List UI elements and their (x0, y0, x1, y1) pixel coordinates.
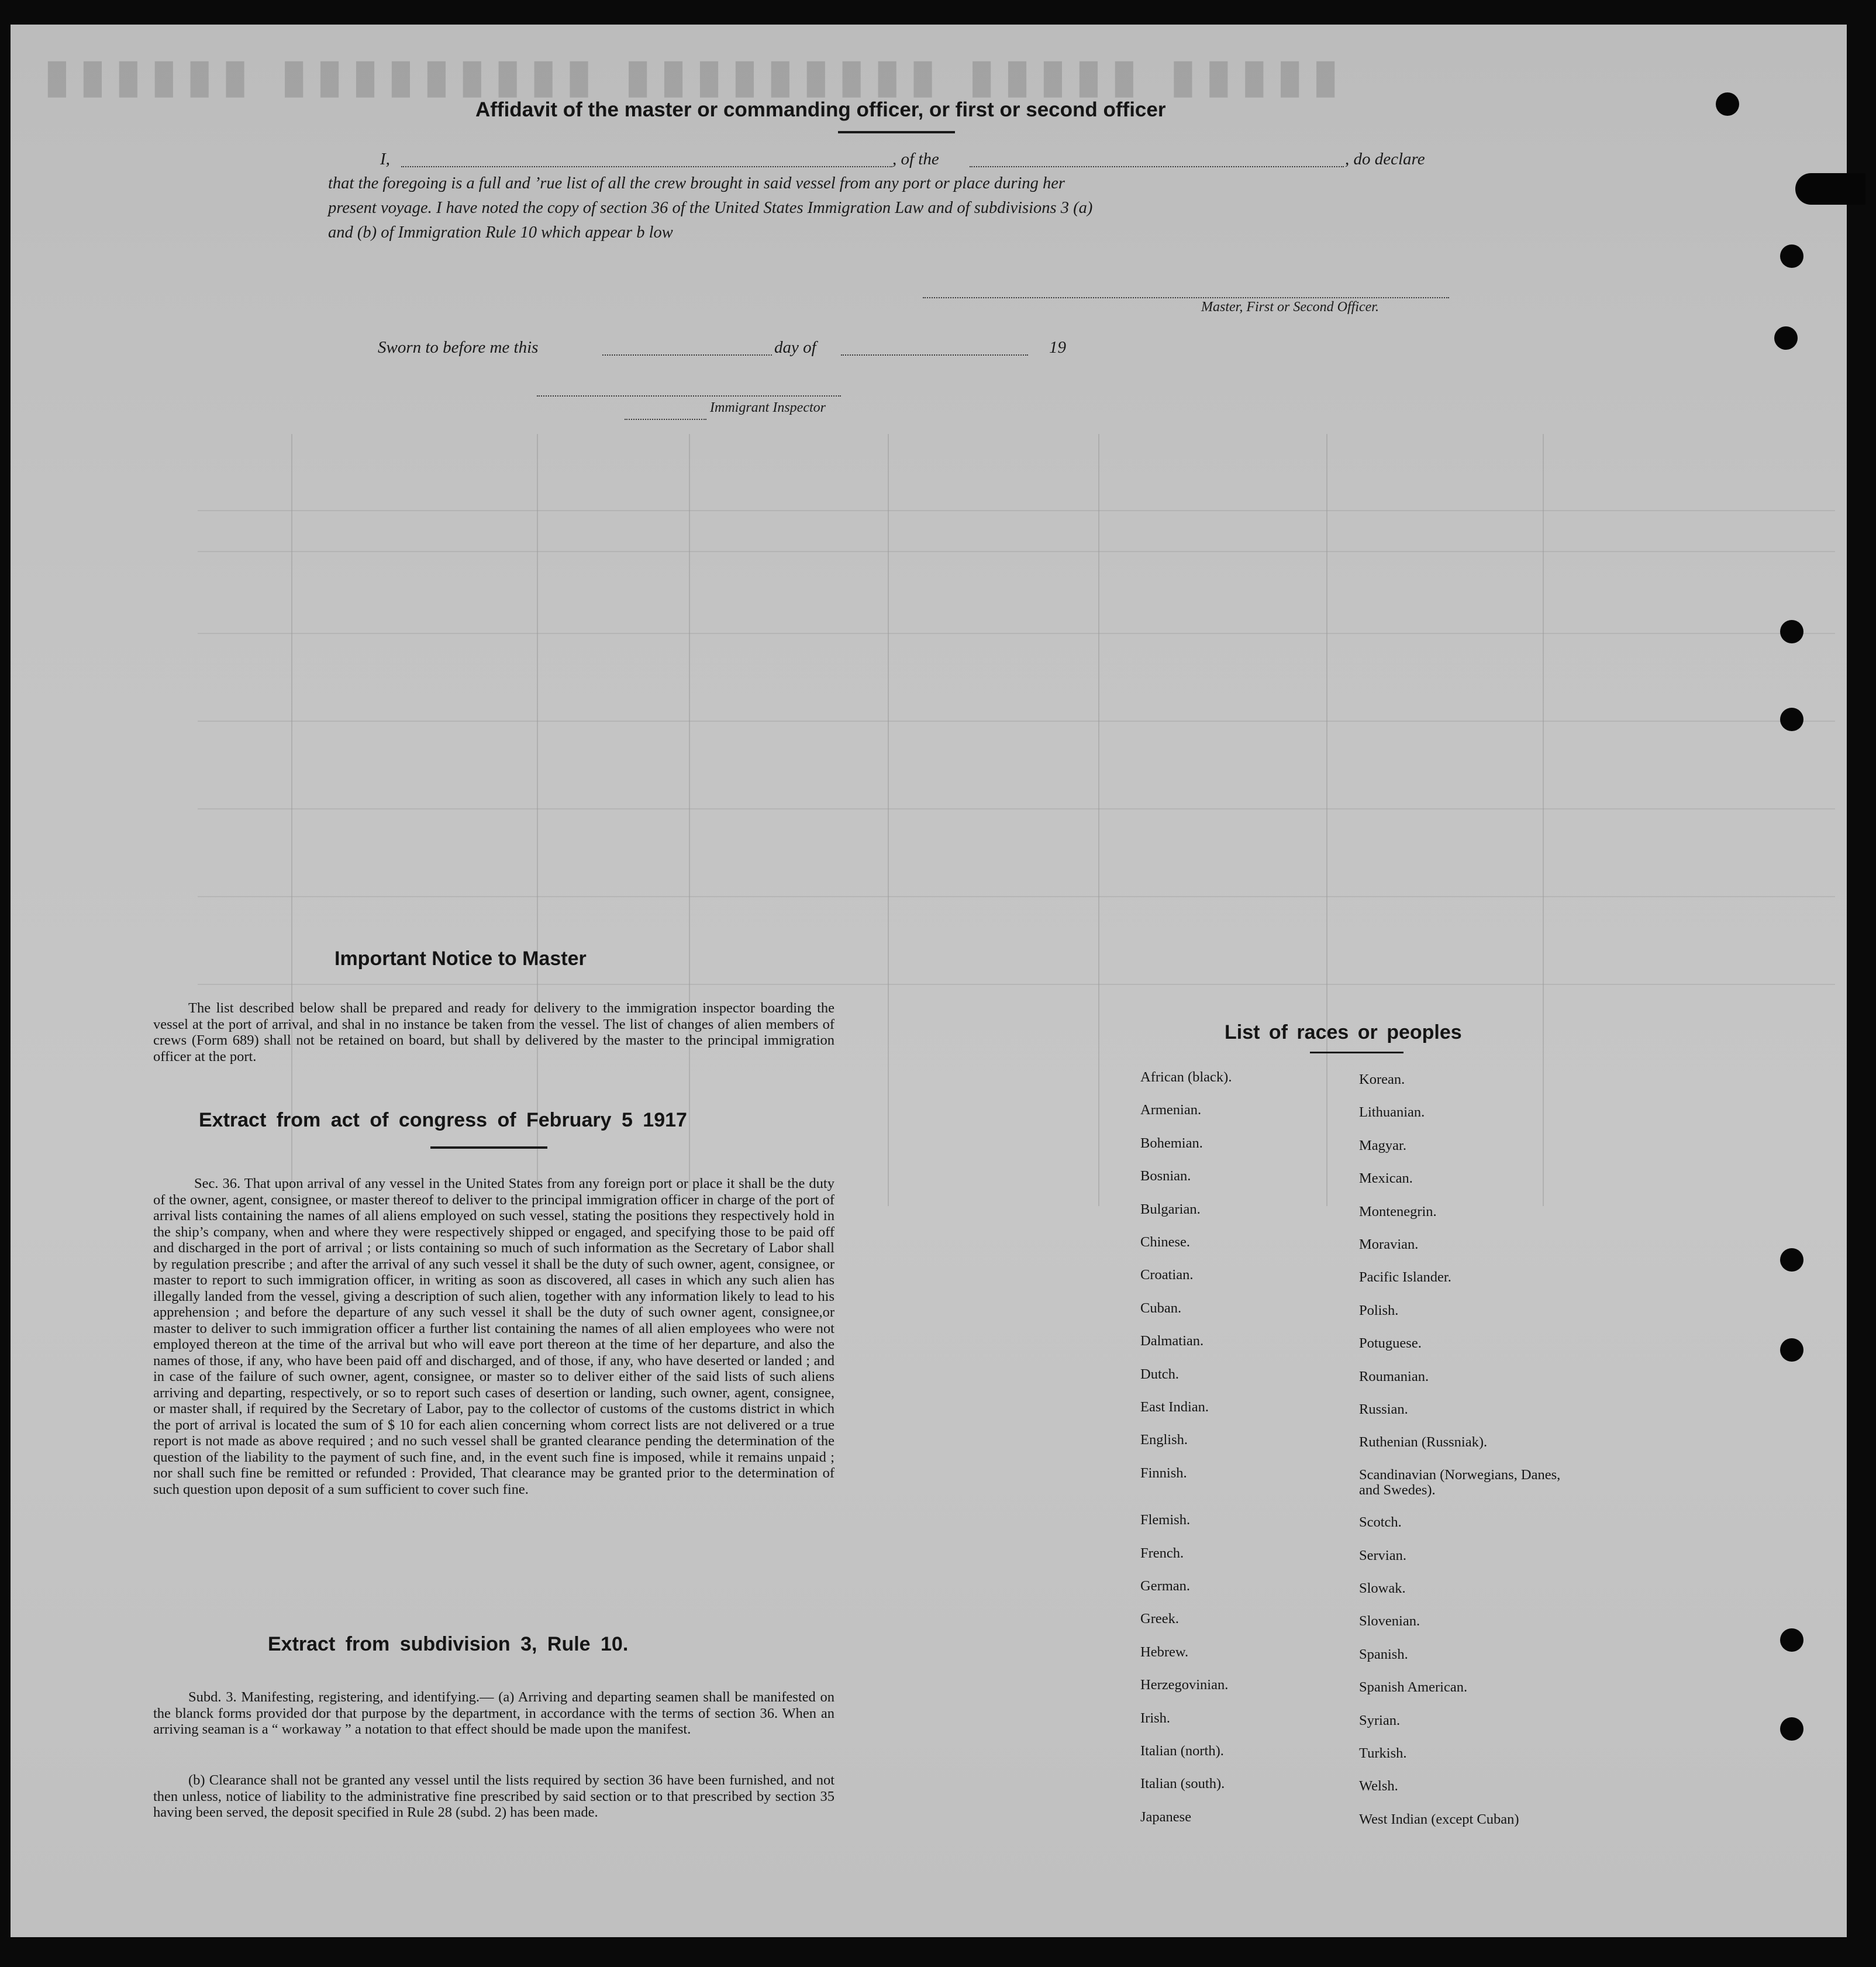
race-entry: Cuban. (1140, 1300, 1182, 1316)
sworn-month-line (841, 354, 1028, 356)
bleed-through-column (537, 434, 538, 1206)
inspector-label: Immigrant Inspector (710, 400, 826, 415)
race-entry: Chinese. (1140, 1234, 1191, 1250)
race-entry: Scandinavian (Norwegians, Danes, and Swedes). (1359, 1466, 1561, 1498)
affidavit-title: Affidavit of the master or commanding officer, or first or second officer (475, 98, 1166, 121)
race-entry: Roumanian. (1359, 1368, 1429, 1384)
race-entry: Italian (north). (1140, 1743, 1224, 1759)
race-entry: Dalmatian. (1140, 1333, 1204, 1349)
race-entry: African (black). (1140, 1069, 1232, 1085)
race-entry: Potuguese. (1359, 1335, 1422, 1352)
race-entry: Bosnian. (1140, 1168, 1191, 1184)
punch-hole (1780, 1628, 1803, 1652)
punch-hole (1716, 92, 1739, 116)
extract-act-title-rule (430, 1146, 547, 1149)
race-entry: Moravian. (1359, 1236, 1419, 1252)
race-entry: English. (1140, 1432, 1188, 1448)
races-title: List of races or peoples (1225, 1021, 1462, 1043)
bleed-through-rule (198, 808, 1835, 809)
sworn-day-line (602, 354, 772, 356)
extract-rule-para-b: (b) Clearance shall not be granted any vessel until the lists required by section 36 have been furnished, and not then unless, notice of liability to the administrative fine prescribed by said section or to that prescribed by section 35 having been served, the deposit specified in Rule 28 (subd. 2) has been made. (153, 1772, 834, 1820)
affidavit-declare-label: , do declare (1345, 150, 1425, 168)
bleed-through-column (888, 434, 889, 1206)
race-entry: Slovenian. (1359, 1613, 1420, 1630)
race-entry: Mexican. (1359, 1170, 1413, 1187)
signature-label: Master, First or Second Officer. (1201, 299, 1379, 315)
sworn-year-label: 19 (1049, 338, 1066, 357)
affidavit-text-line-4: and (b) of Immigration Rule 10 which appear b low (328, 223, 673, 242)
race-entry: Syrian. (1359, 1712, 1401, 1728)
race-entry: Armenian. (1140, 1102, 1202, 1118)
extract-rule-title: Extract from subdivision 3, Rule 10. (268, 1633, 629, 1655)
race-entry: Lithuanian. (1359, 1104, 1425, 1121)
signature-line (923, 297, 1449, 298)
race-entry: Servian. (1359, 1547, 1406, 1563)
race-entry: Herzegovinian. (1140, 1677, 1229, 1693)
punch-hole (1780, 620, 1803, 643)
punch-hole (1780, 1717, 1803, 1741)
race-entry: Italian (south). (1140, 1776, 1225, 1792)
race-entry: Japanese (1140, 1808, 1192, 1825)
race-entry: East Indian. (1140, 1399, 1209, 1415)
race-entry: Polish. (1359, 1302, 1399, 1318)
punch-hole (1780, 1338, 1803, 1362)
race-entry: Scotch. (1359, 1514, 1402, 1531)
bleed-through-rule (198, 896, 1835, 897)
bleed-through-column (1543, 434, 1544, 1206)
affidavit-text-line-2: that the foregoing is a full and ’rue list of all the crew brought in said vessel from any port or place during her (328, 174, 1065, 192)
race-entry: West Indian (except Cuban) (1359, 1811, 1519, 1827)
extract-act-body: Sec. 36. That upon arrival of any vessel in the United States from any foreign port or place it shall be the duty of the owner, agent, consignee, or master thereof to deliver to the principal immigration officer in charge of the port of arrival lists containing the names of all aliens employed on such vessel, stating the positions they respectively hold in the ship’s company, when and where they were respectively shipped or engaged, and specifying those to be paid off and discharged in the port of arrival ; or lists containing so much of such information as the Secretary of Labor shall by regulation prescribe ; and after the arrival of any such vessel it shall be the duty of such owner, agent, consignee, or master to report to such immigration officer, in writing as soon as discovered, all cases in which any such alien has illegally landed from the vessel, giving a description of such alien, together with any information likely to lead to his apprehension ; and before the departure of any such vessel it shall be the duty of such owner agent, consignee,or master to deliver to such immigration officer a further list containing the names of all alien employees who were not employed thereon at the time of the arrival but who will eave port thereon at the time of her departure, and also the names of those, if any, who have been paid off and discharged, and of those, if any, who have deserted or landed ; and in case of the failure of such owner, agent, consignee, or master so to deliver either of the said lists of such aliens arriving and departing, respectively, or so to report such cases of desertion or landing, such owner, agent, consignee, or master shall, if required by the Secretary of Labor, pay to the collector of customs of the customs district in which the port of arrival is located the sum of $ 10 for each alien concerning whom correct lists are not delivered or a true report is not made as above required ; and no such vessel shall be granted clearance pending the determination of the question of the liability to the payment of such fine, and, in the event such fine is imposed, while it remains unpaid ; nor shall such fine be remitted or refunded : Provided, That clearance may be granted prior to the determination of such question upon deposit of a sum sufficient to cover such fine. (153, 1176, 834, 1497)
race-entry: German. (1140, 1578, 1191, 1594)
bleed-through-rule (198, 551, 1835, 552)
sworn-day-of-label: day of (774, 338, 816, 357)
race-entry: Turkish. (1359, 1745, 1407, 1761)
race-entry: Russian. (1359, 1401, 1408, 1417)
notice-body: The list described below shall be prepared and ready for delivery to the immigration inspector boarding the vessel at the port of arrival, and shal in no instance be taken from the vessel. The list of changes of alien members of crews (Form 689) shall not be retained on board, but shall by delivered by the master to the principal immigration officer at the port. (153, 1000, 834, 1065)
bleed-through-header: ▮▮▮▮▮ ▮▮▮▮▮ ▮▮▮▮▮▮▮▮▮ ▮▮▮▮▮▮▮▮▮ ▮▮▮▮▮▮ (34, 50, 1339, 101)
punch-hole (1780, 1248, 1803, 1272)
bleed-through-column (1326, 434, 1327, 1206)
race-entry: Magyar. (1359, 1137, 1406, 1153)
bleed-through-rule (198, 984, 1835, 985)
punch-hole (1780, 708, 1803, 731)
extract-rule-para-a: Subd. 3. Manifesting, registering, and identifying.— (a) Arriving and departing seamen shall be manifested on the blanck forms provided dor that purpose by the department, in accordance with the terms of section 36. When an arriving seaman is a “ workaway ” a notation to that effect should be made upon the manifest. (153, 1689, 834, 1737)
race-entry: Spanish. (1359, 1646, 1408, 1662)
master-name-line (401, 166, 892, 167)
binder-tear-mark (1795, 173, 1865, 205)
bleed-through-column (291, 434, 292, 1206)
race-entry: French. (1140, 1545, 1184, 1561)
race-entry: Greek. (1140, 1611, 1179, 1627)
race-entry: Montenegrin. (1359, 1203, 1437, 1220)
affidavit-i-label: I, (380, 150, 390, 168)
bleed-through-rule (198, 633, 1835, 634)
bleed-through-rule (198, 510, 1835, 511)
notice-title: Important Notice to Master (334, 948, 587, 970)
punch-hole (1774, 326, 1798, 350)
bleed-through-rule (198, 721, 1835, 722)
race-entry: Dutch. (1140, 1366, 1179, 1382)
affidavit-text-line-3: present voyage. I have noted the copy of section 36 of the United States Immigration Law and of subdivisions 3 (a) (328, 199, 1093, 217)
race-entry: Spanish American. (1359, 1679, 1468, 1696)
race-entry: Finnish. (1140, 1465, 1187, 1481)
vessel-name-line (970, 166, 1344, 167)
inspector-signature-line (537, 395, 841, 397)
race-entry: Welsh. (1359, 1778, 1398, 1794)
bleed-through-column (689, 434, 690, 1206)
race-entry: Bohemian. (1140, 1135, 1203, 1151)
race-entry: Bulgarian. (1140, 1201, 1201, 1217)
bleed-through-column (1098, 434, 1099, 1206)
document-page (11, 25, 1847, 1937)
punch-hole (1780, 244, 1803, 268)
race-entry: Korean. (1359, 1072, 1405, 1087)
affidavit-title-rule (838, 131, 955, 133)
inspector-name-line (625, 419, 706, 420)
race-entry: Flemish. (1140, 1512, 1191, 1528)
race-entry: Irish. (1140, 1710, 1171, 1726)
affidavit-of-label: , of the (892, 150, 939, 168)
race-entry: Slowak. (1359, 1580, 1406, 1596)
race-entry: Ruthenian (Russniak). (1359, 1434, 1488, 1451)
race-entry: Pacific Islander. (1359, 1269, 1451, 1286)
race-entry: Hebrew. (1140, 1644, 1189, 1660)
sworn-label: Sworn to before me this (378, 338, 539, 357)
extract-act-title: Extract from act of congress of February 5 1917 (199, 1109, 687, 1131)
races-title-rule (1310, 1052, 1403, 1053)
race-entry: Croatian. (1140, 1267, 1194, 1283)
